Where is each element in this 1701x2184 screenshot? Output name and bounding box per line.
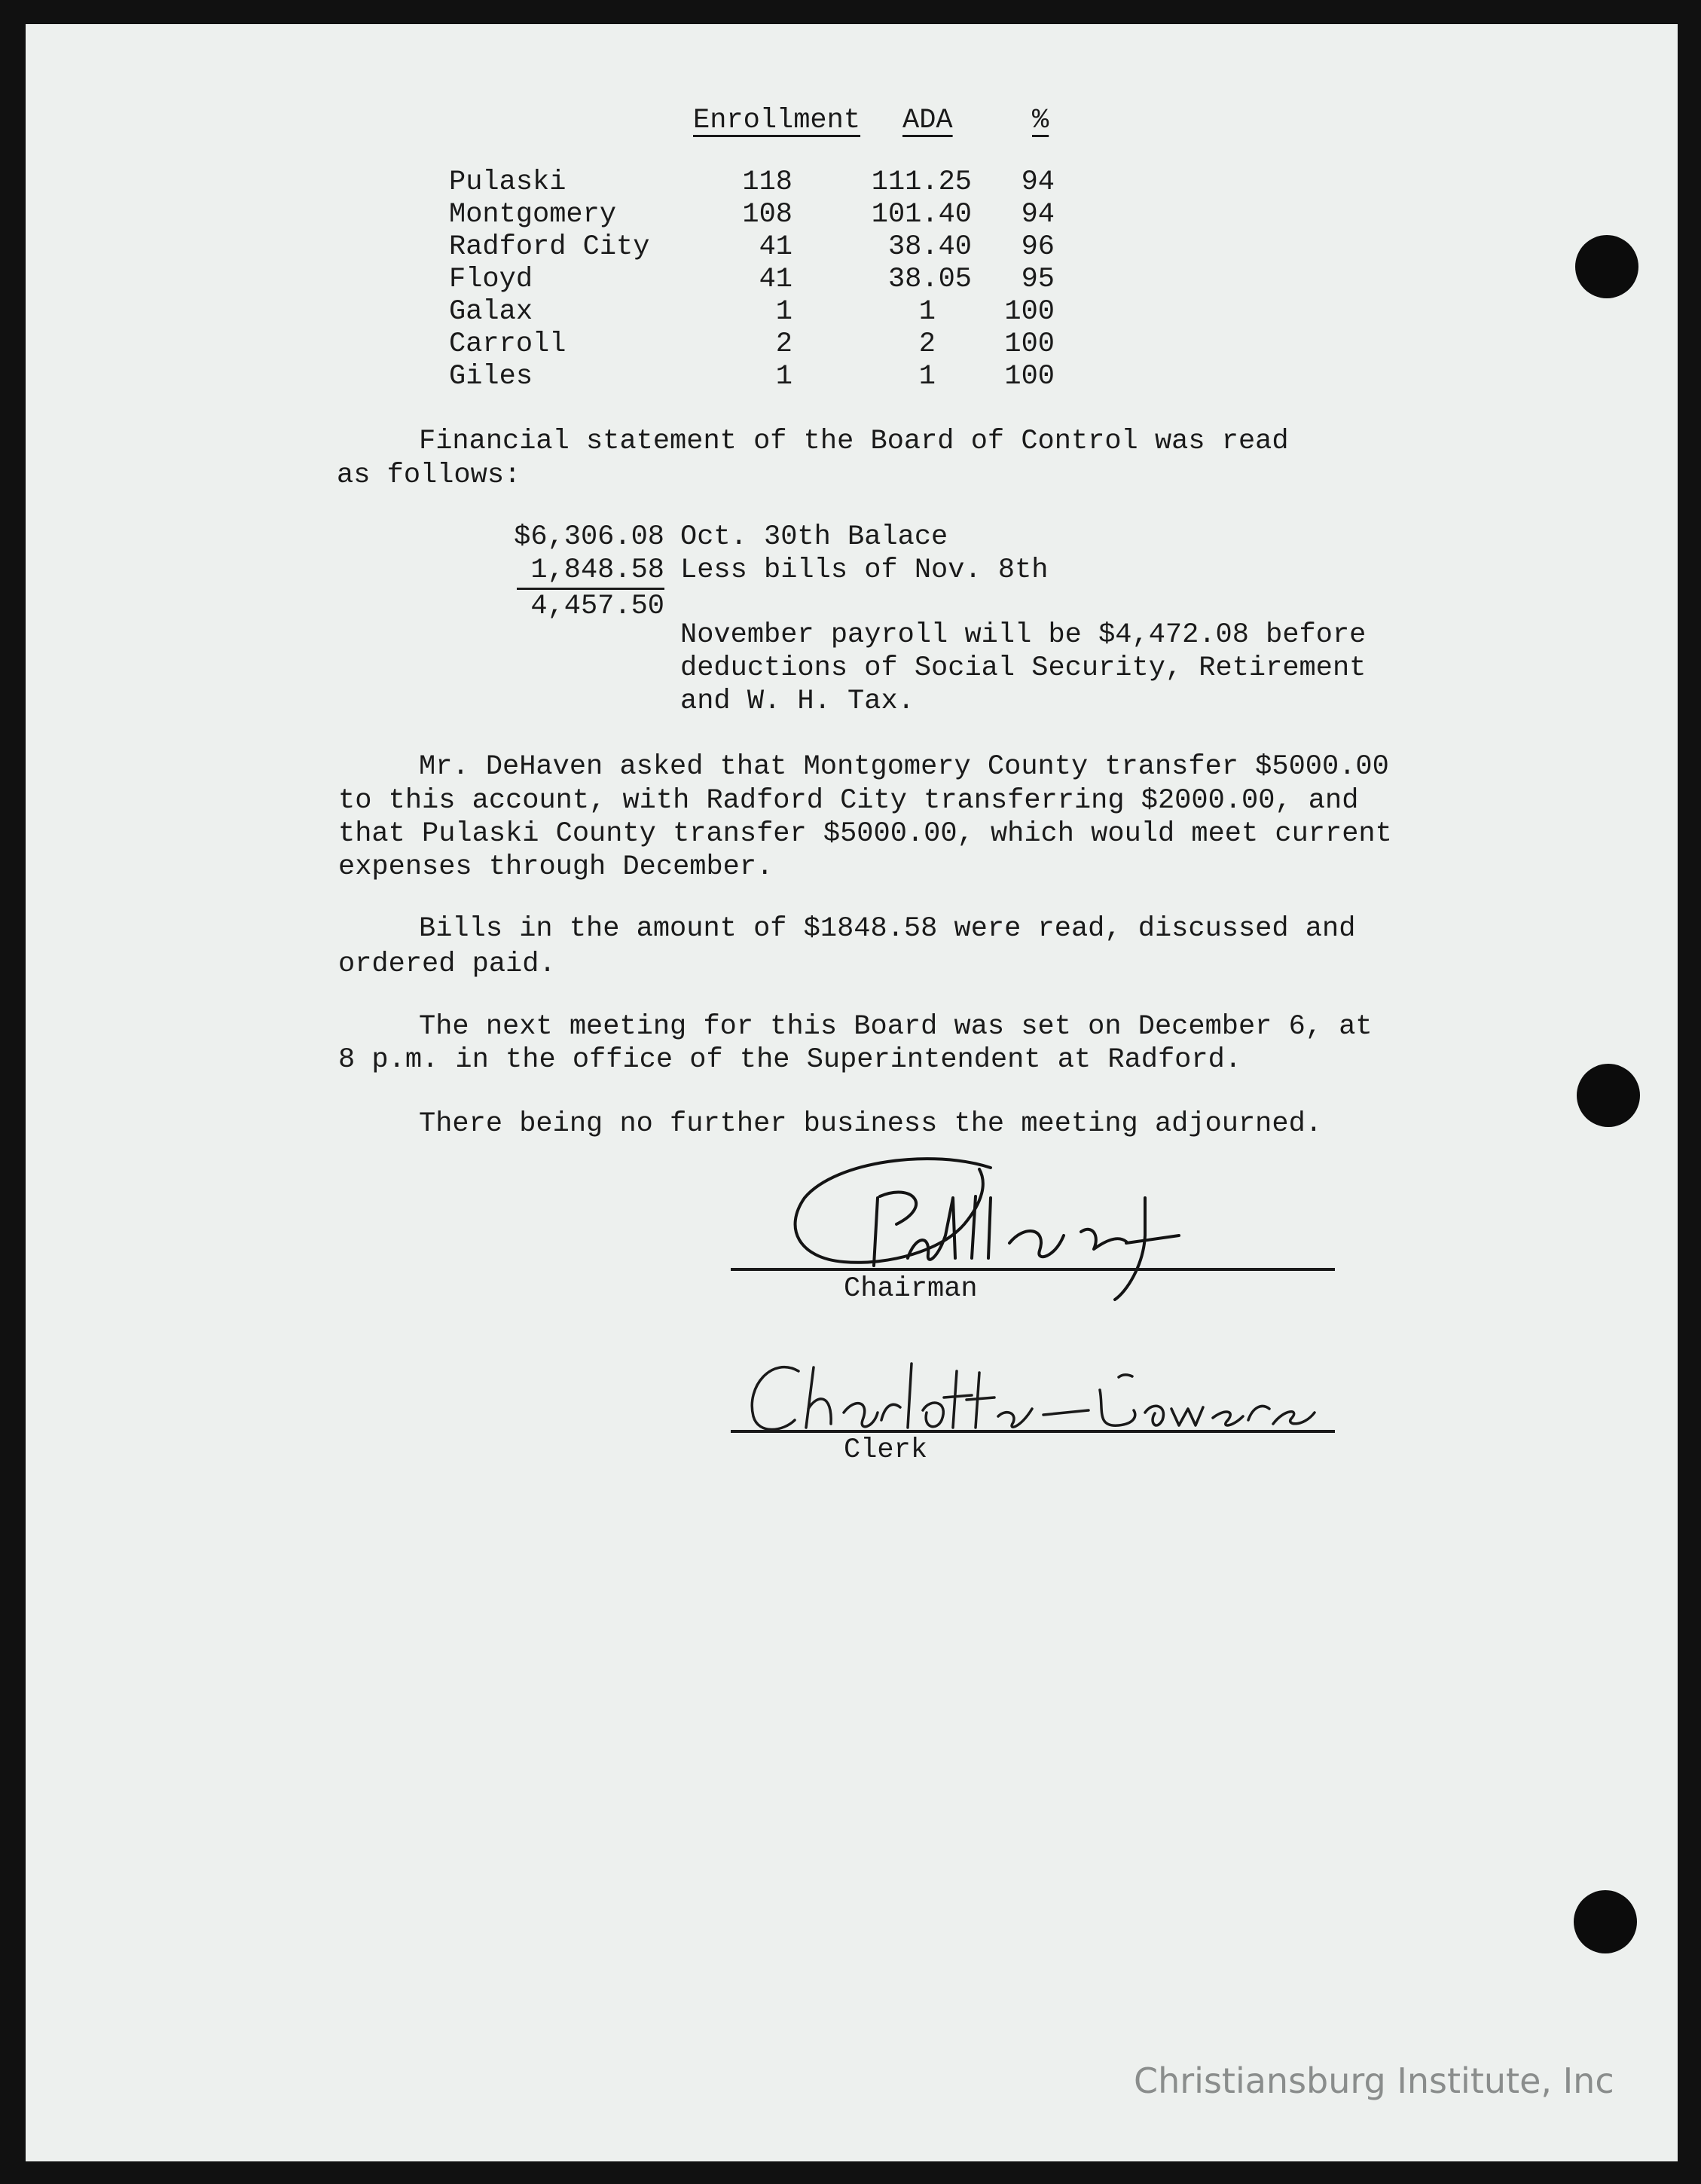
row-percent: 100: [1004, 296, 1055, 328]
row-ada: 111.25: [871, 166, 972, 198]
balance-amount: $6,306.08: [514, 521, 664, 553]
row-enrollment: 41: [759, 231, 792, 263]
row-enrollment: 2: [775, 328, 792, 360]
row-percent: 95: [1021, 264, 1055, 295]
row-ada: 2: [918, 328, 936, 360]
header-enrollment: Enrollment: [693, 105, 861, 136]
balance-label: Oct. 30th Balace: [680, 521, 948, 553]
row-enrollment: 1: [775, 296, 792, 328]
row-ada: 101.40: [871, 199, 972, 231]
paragraph-line: expenses through December.: [338, 851, 774, 883]
subtotal-rule: [517, 588, 664, 590]
binder-hole-middle: [1577, 1064, 1640, 1127]
row-county: Giles: [449, 361, 533, 393]
payroll-line: and W. H. Tax.: [680, 686, 915, 717]
chairman-signature-line: [731, 1268, 1335, 1271]
row-county: Carroll: [449, 328, 566, 360]
row-ada: 1: [918, 361, 936, 393]
header-ada: ADA: [902, 105, 953, 136]
binder-hole-bottom: [1574, 1890, 1637, 1953]
row-ada: 38.05: [887, 264, 972, 295]
row-percent: 100: [1004, 361, 1055, 393]
paragraph-line: The next meeting for this Board was set on December 6, at: [419, 1011, 1373, 1043]
financial-intro-line: as follows:: [337, 460, 521, 491]
clerk-signature: [742, 1356, 1330, 1439]
row-county: Pulaski: [449, 166, 566, 198]
binder-hole-top: [1575, 235, 1638, 298]
row-ada: 38.40: [887, 231, 972, 263]
row-percent: 94: [1021, 199, 1055, 231]
paragraph-line: Bills in the amount of $1848.58 were read, discussed and: [419, 913, 1356, 945]
paragraph-line: Mr. DeHaven asked that Montgomery County transfer $5000.00: [419, 751, 1389, 783]
clerk-label: Clerk: [844, 1434, 928, 1466]
row-county: Floyd: [449, 264, 533, 295]
row-enrollment: 118: [742, 166, 792, 198]
paragraph-line: that Pulaski County transfer $5000.00, which would meet current: [338, 818, 1392, 850]
row-enrollment: 1: [775, 361, 792, 393]
row-percent: 94: [1021, 166, 1055, 198]
bills-amount: 1,848.58: [530, 554, 664, 586]
row-percent: 96: [1021, 231, 1055, 263]
financial-intro-line: Financial statement of the Board of Control was read: [419, 426, 1289, 457]
adjournment-line: There being no further business the meeting adjourned.: [419, 1108, 1322, 1140]
header-percent: %: [1032, 105, 1049, 136]
watermark: Christiansburg Institute, Inc: [1134, 2060, 1614, 2101]
payroll-line: deductions of Social Security, Retirement: [680, 652, 1367, 684]
remaining-amount: 4,457.50: [530, 591, 664, 622]
row-enrollment: 41: [759, 264, 792, 295]
row-ada: 1: [918, 296, 936, 328]
paragraph-line: ordered paid.: [338, 948, 556, 980]
row-percent: 100: [1004, 328, 1055, 360]
row-county: Montgomery: [449, 199, 617, 231]
paragraph-line: 8 p.m. in the office of the Superintendent at Radford.: [338, 1044, 1241, 1076]
row-enrollment: 108: [742, 199, 792, 231]
row-county: Radford City: [449, 231, 650, 263]
clerk-signature-line: [731, 1430, 1335, 1433]
row-county: Galax: [449, 296, 533, 328]
bills-label: Less bills of Nov. 8th: [680, 554, 1049, 586]
payroll-line: November payroll will be $4,472.08 before: [680, 619, 1367, 651]
paragraph-line: to this account, with Radford City transferring $2000.00, and: [338, 785, 1359, 817]
chairman-label: Chairman: [844, 1273, 978, 1305]
